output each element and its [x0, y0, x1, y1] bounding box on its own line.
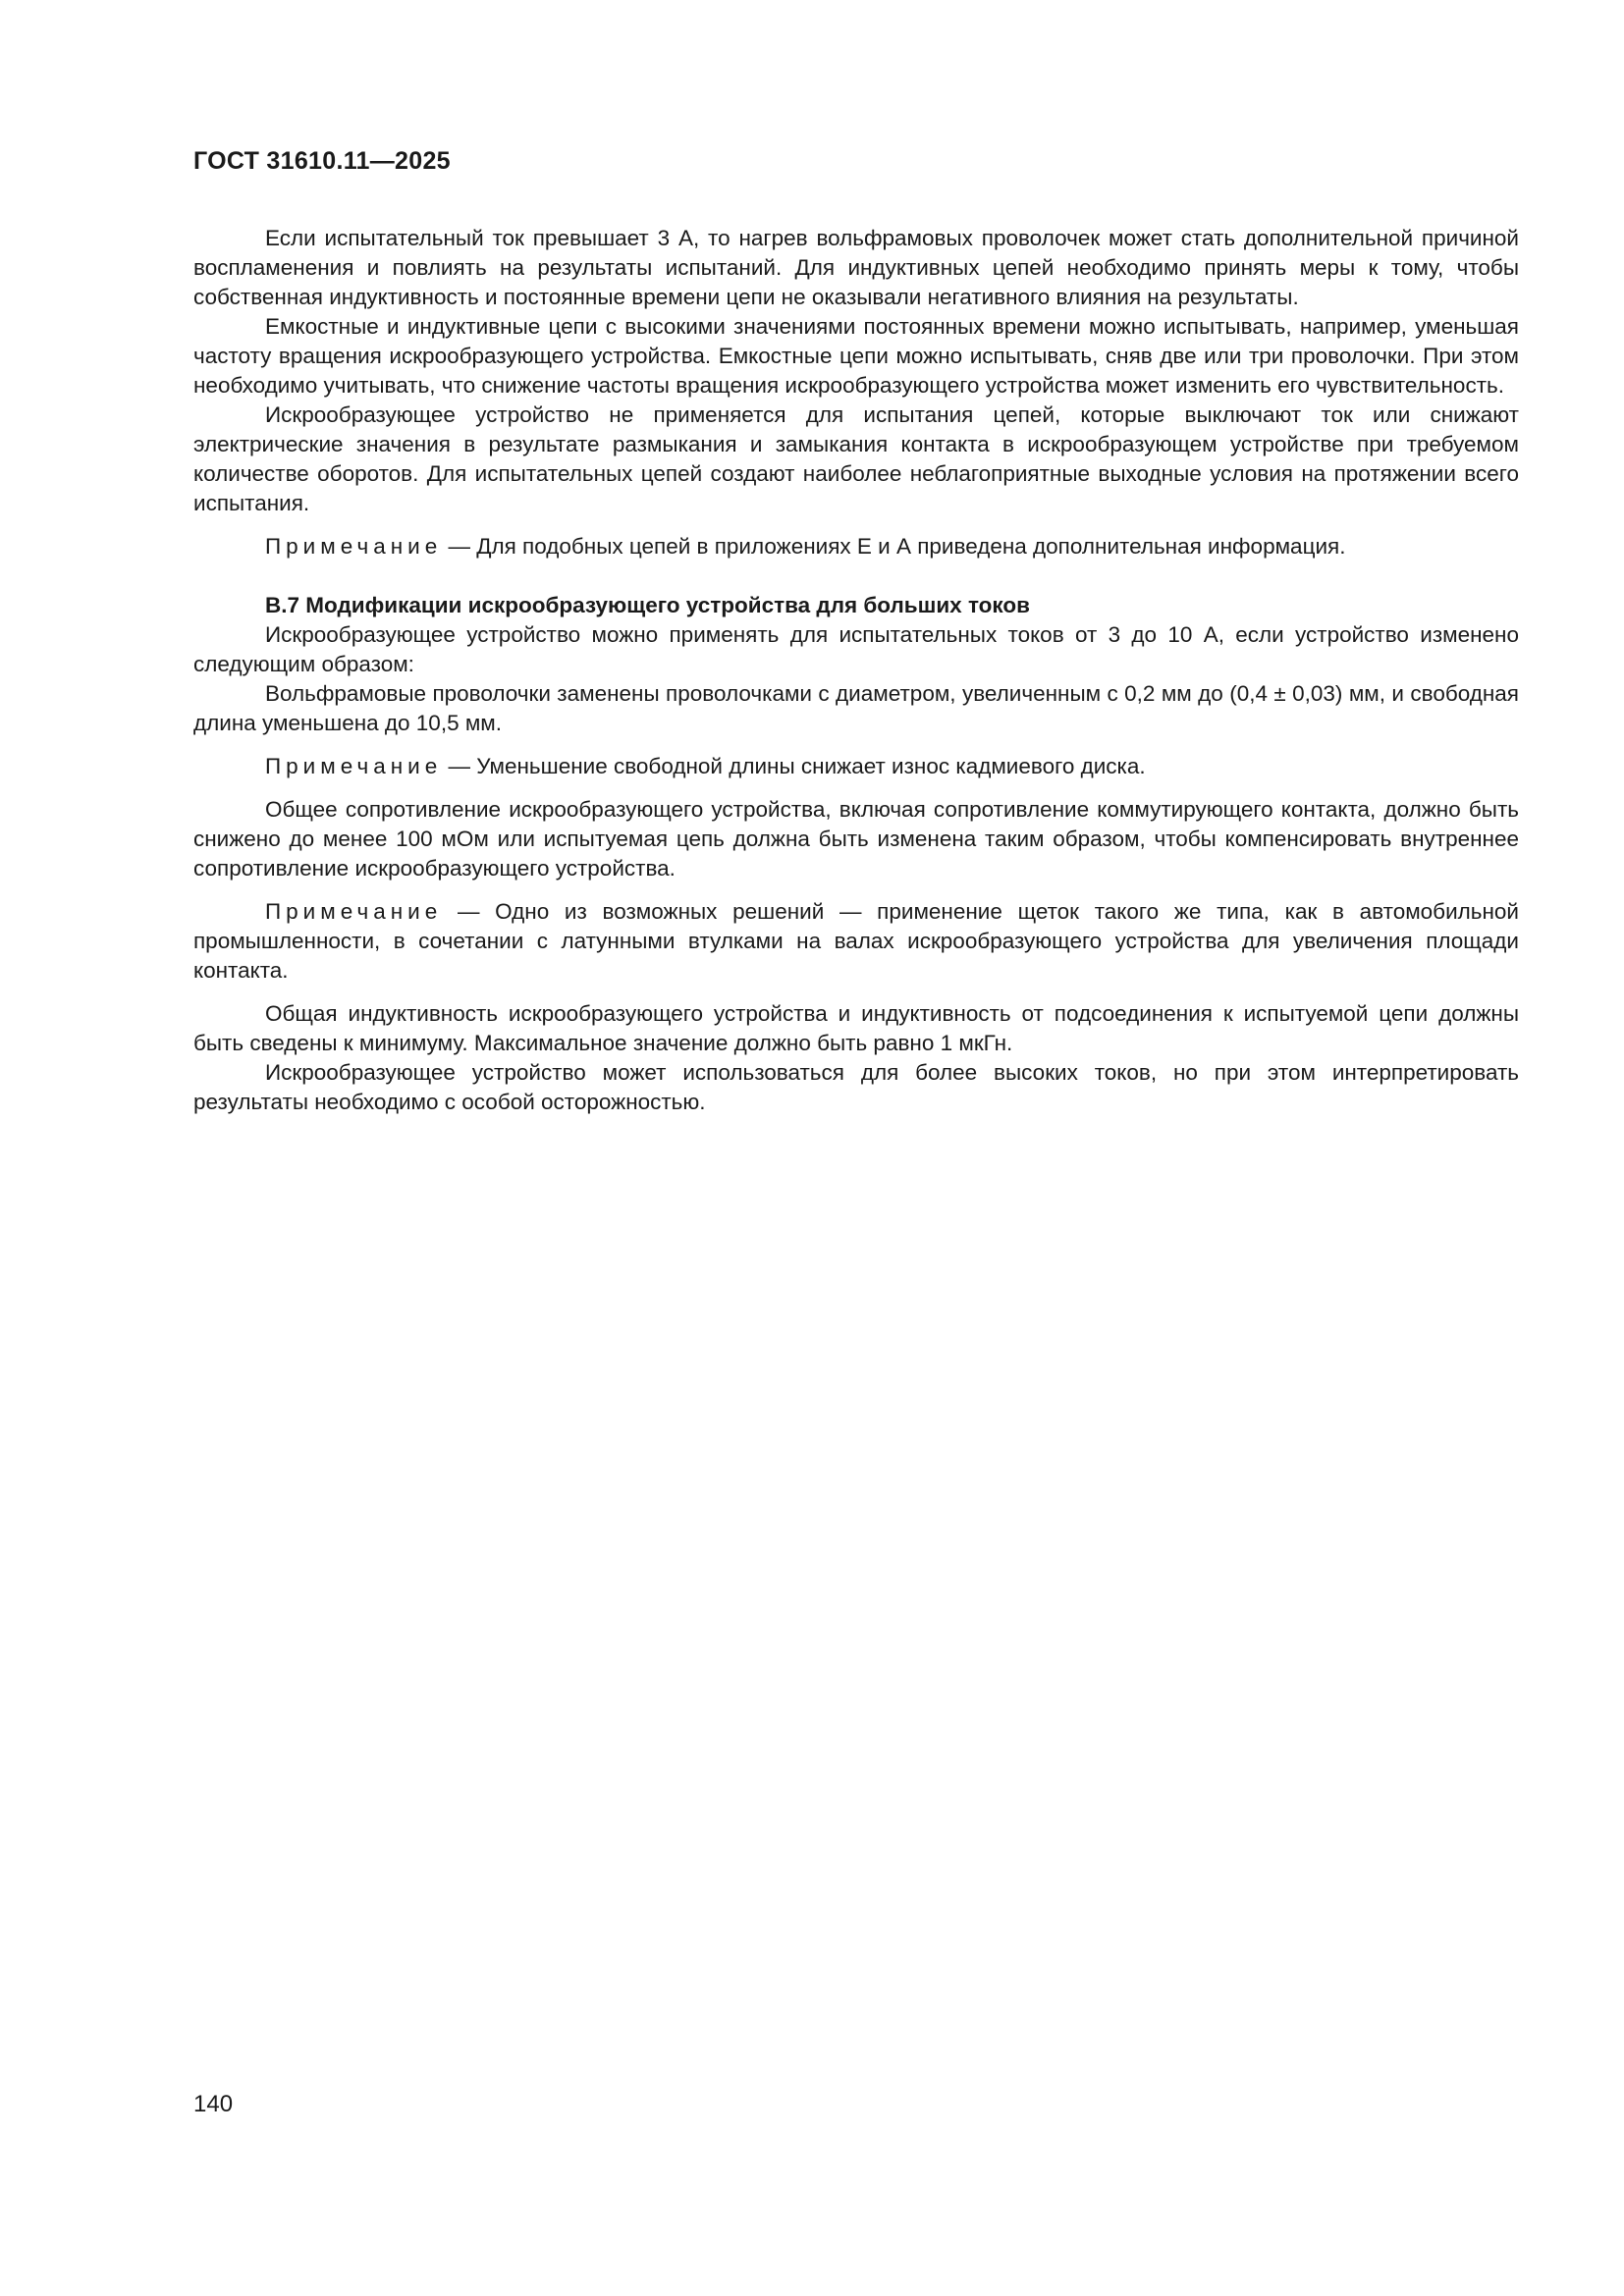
paragraph: Искрообразующее устройство можно применять для испытательных токов от 3 до 10 А, если устройство изменено следующим образом: [193, 622, 1519, 676]
section-title: В.7 Модификации искрообразующего устройства для больших токов [265, 593, 1030, 617]
paragraph: Общее сопротивление искрообразующего устройства, включая сопротивление коммутирующего контакта, должно быть снижено до менее 100 мОм или испытуемая цепь должна быть изменена таким образом, чтобы компенсировать внутреннее сопротивление искрообразующего устройства. [193, 797, 1519, 881]
paragraph: Искрообразующее устройство может использоваться для более высоких токов, но при этом интерпретировать результаты необходимо с особой осторожностью. [193, 1060, 1519, 1114]
note-text: — Для подобных цепей в приложениях Е и А приведена дополнительная информация. [442, 534, 1346, 559]
paragraph: Общая индуктивность искрообразующего устройства и индуктивность от подсоединения к испытуемой цепи должны быть сведены к минимуму. Максимальное значение должно быть равно 1 мкГн. [193, 1001, 1519, 1055]
paragraph: Емкостные и индуктивные цепи с высокими значениями постоянных времени можно испытывать, например, уменьшая частоту вращения искрообразующего устройства. Емкостные цепи можно испытывать, сняв две или три проволочки. При этом необходимо учитывать, что снижение частоты вращения искрообразующего устройства может изменить его чувствительность. [193, 314, 1519, 398]
note-label: Примечание [265, 899, 443, 924]
note [193, 897, 1519, 986]
page-number: 140 [193, 2091, 234, 2117]
note-text: — Одно из возможных решений — применение щеток такого же типа, как в автомобильной промышленности, в сочетании с латунными втулками на валах искрообразующего устройства для увеличения площади контакта. [193, 899, 1519, 983]
note-text: — Уменьшение свободной длины снижает износ кадмиевого диска. [442, 754, 1146, 778]
note [193, 532, 1519, 561]
document-header: ГОСТ 31610.11—2025 [193, 147, 451, 175]
paragraph: Вольфрамовые проволочки заменены проволочками с диаметром, увеличенным с 0,2 мм до (0,4 ± 0,03) мм, и свободная длина уменьшена до 10,5 мм. [193, 681, 1519, 735]
note-label: Примечание [265, 754, 443, 778]
document-body [193, 224, 1519, 1117]
paragraph: Искрообразующее устройство не применяется для испытания цепей, которые выключают ток или снижают электрические значения в результате размыкания и замыкания контакта в искрообразующем устройстве при требуемом количестве оборотов. Для испытательных цепей создают наиболее неблагоприятные выходные условия на протяжении всего испытания. [193, 402, 1519, 515]
paragraph: Если испытательный ток превышает 3 А, то нагрев вольфрамовых проволочек может стать дополнительной причиной воспламенения и повлиять на результаты испытаний. Для индуктивных цепей необходимо принять меры к тому, чтобы собственная индуктивность и постоянные времени цепи не оказывали негативного влияния на результаты. [193, 226, 1519, 309]
note-label: Примечание [265, 534, 443, 559]
note [193, 752, 1519, 781]
